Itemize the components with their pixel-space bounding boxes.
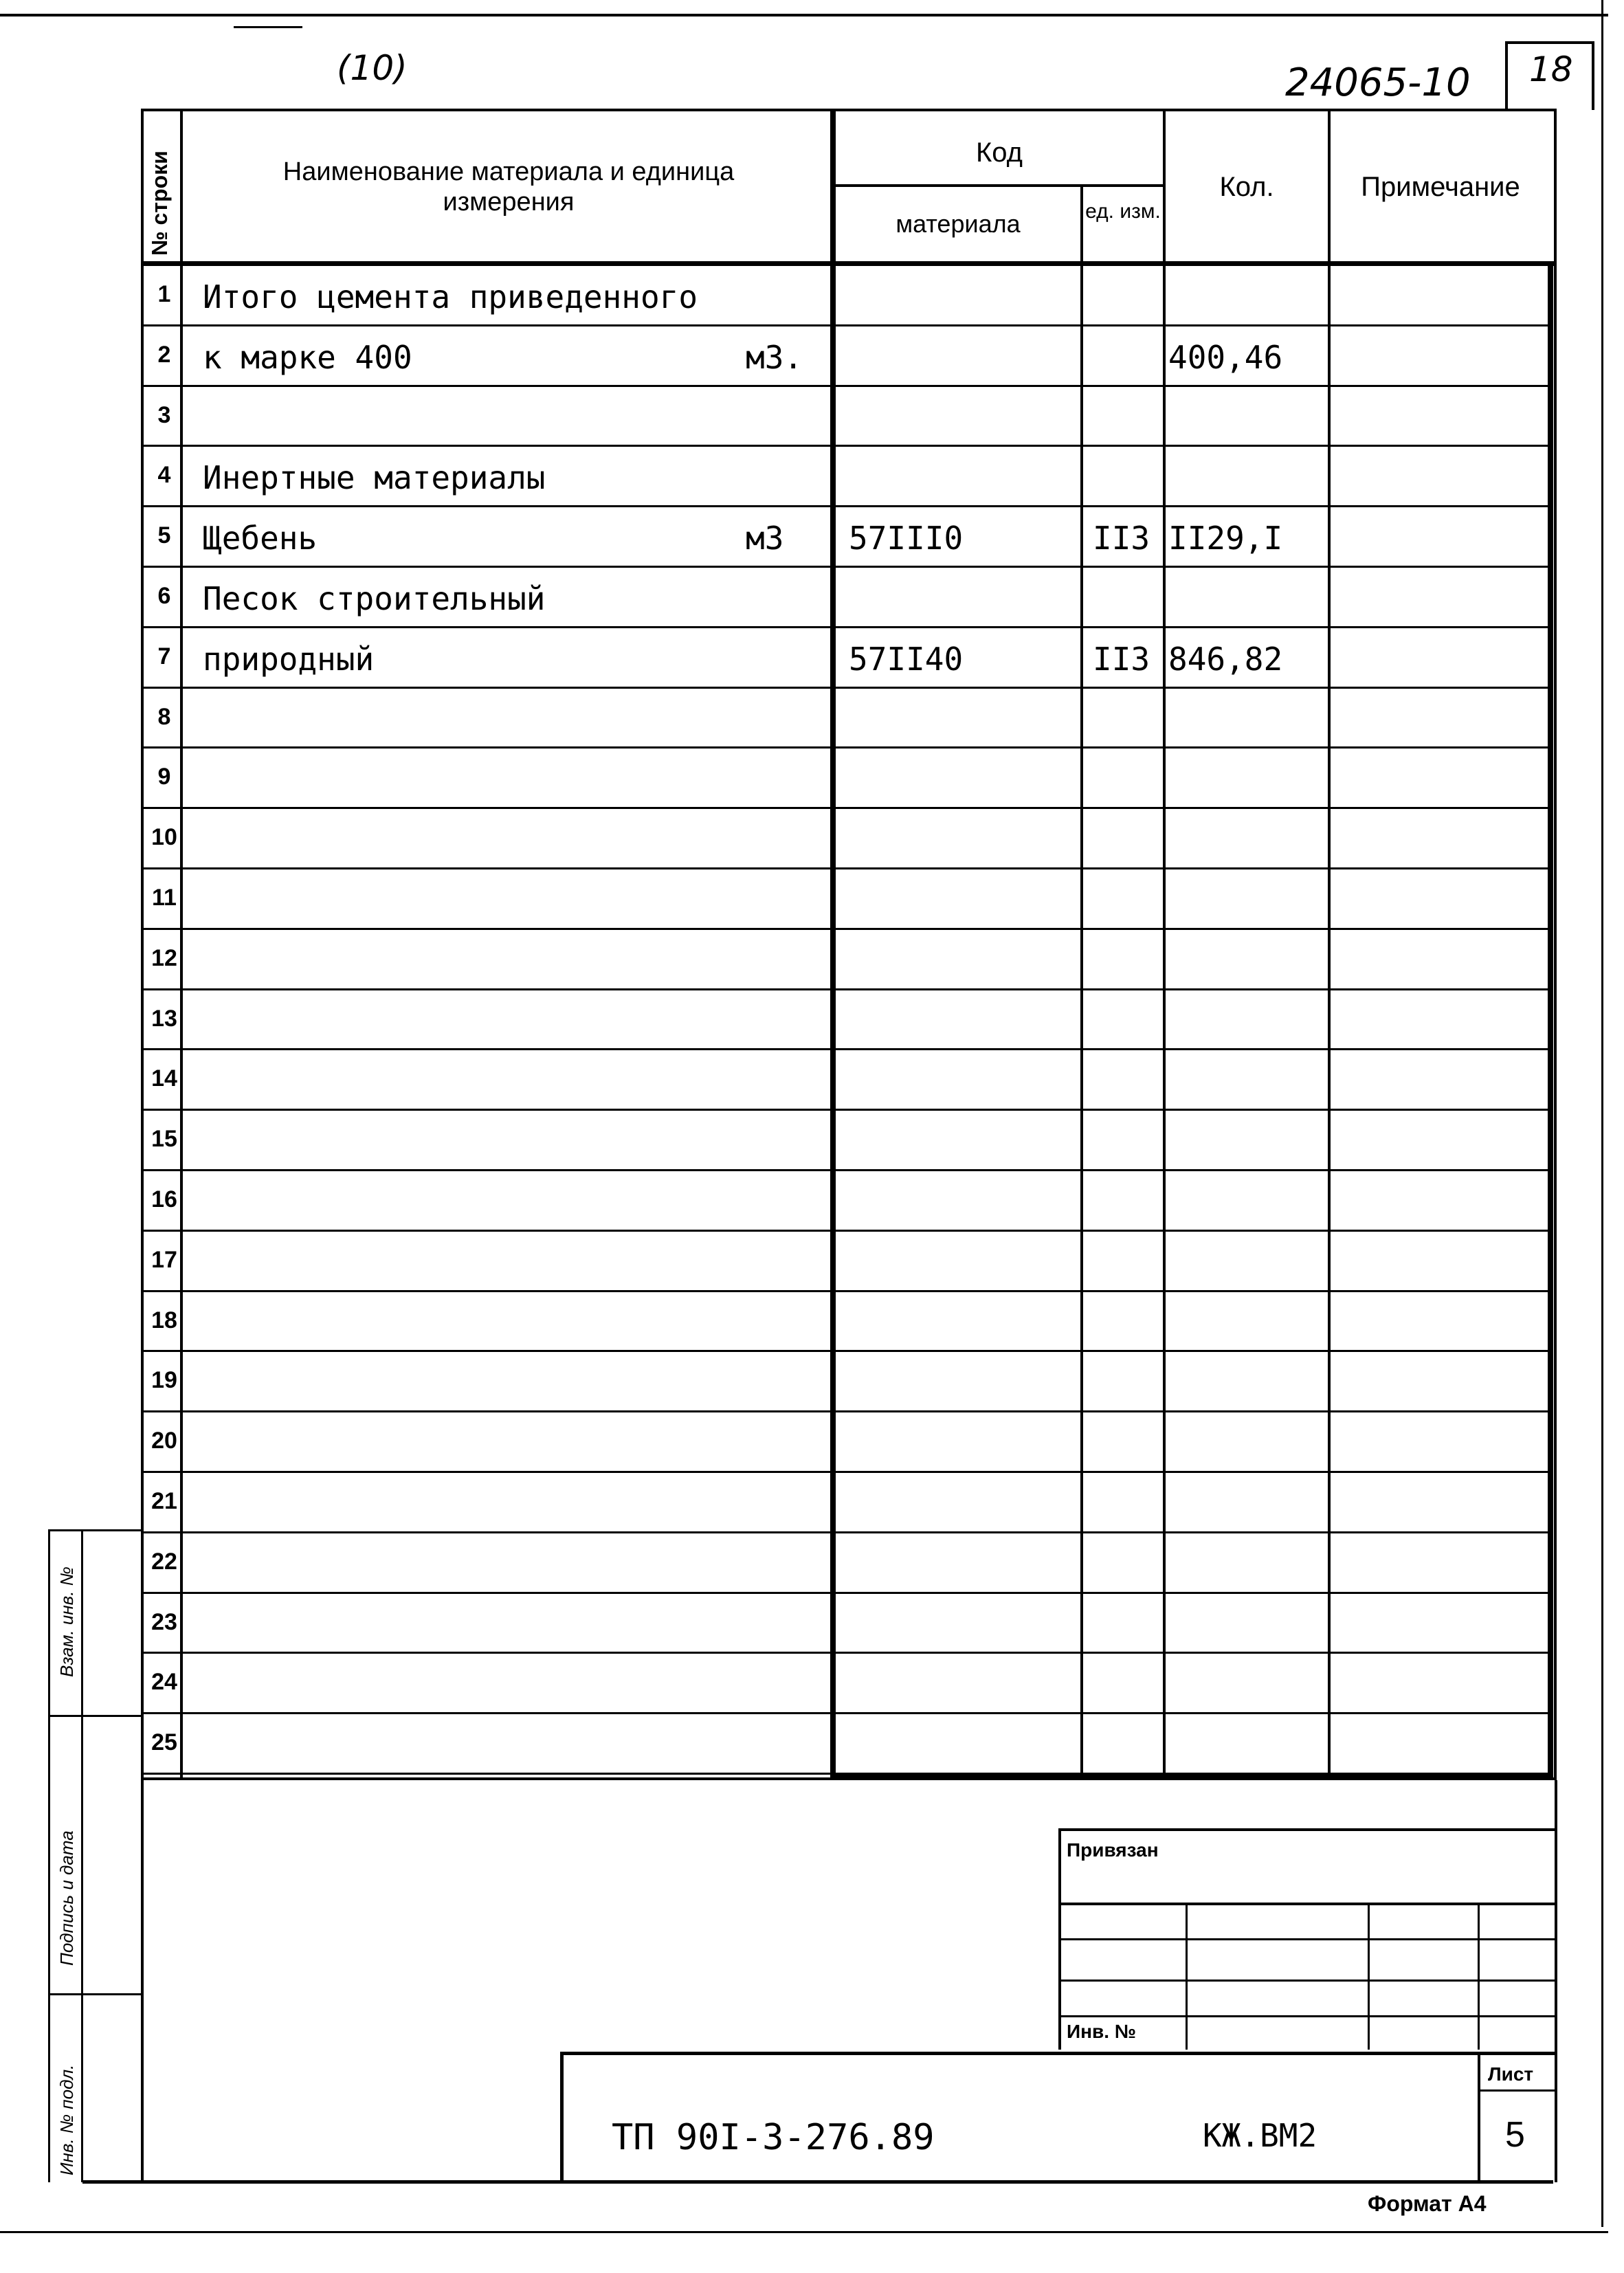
bottom-frame-left xyxy=(141,1780,144,2182)
code-group-divider xyxy=(833,184,1164,187)
format-label: Формат А4 xyxy=(1368,2191,1487,2216)
bound-line-1 xyxy=(1058,1903,1555,1905)
row-number: 1 xyxy=(157,281,171,307)
side-label-inv-podl: Инв. № подл. xyxy=(56,2064,77,2175)
row-separator xyxy=(141,988,1553,990)
row-number: 14 xyxy=(151,1065,177,1092)
header-note: Примечание xyxy=(1361,172,1520,202)
row-separator xyxy=(141,1592,1553,1594)
row-separator xyxy=(141,566,1553,568)
row-number: 11 xyxy=(152,885,177,911)
row-number: 9 xyxy=(157,764,171,790)
col-line-note-right xyxy=(1548,261,1553,1780)
col-line-qty xyxy=(1328,109,1331,1780)
row-material-name: к марке 400 xyxy=(203,338,412,376)
inv-label: Инв. № xyxy=(1067,2021,1137,2042)
row-separator xyxy=(141,746,1553,749)
row-unit: м3 xyxy=(746,520,784,557)
row-separator xyxy=(141,1712,1553,1714)
row-number: 24 xyxy=(151,1669,177,1696)
row-number: 4 xyxy=(157,462,171,489)
col-line-unit xyxy=(1163,109,1166,1780)
bottom-frame-bottom xyxy=(82,2180,1553,2184)
row-separator xyxy=(141,1230,1553,1232)
col-line-name xyxy=(830,109,836,1780)
row-separator xyxy=(141,1169,1553,1171)
row-quantity: II29,I xyxy=(1168,520,1283,557)
top-edge-line xyxy=(0,14,1608,16)
section-code: КЖ.ВМ2 xyxy=(1203,2117,1317,2154)
row-separator xyxy=(141,1471,1553,1473)
header-bottom-line xyxy=(141,261,1557,266)
side-stamp-sep-1 xyxy=(48,1715,141,1717)
side-stamp-sep-2 xyxy=(48,1993,141,1995)
row-unit-code: II3 xyxy=(1093,640,1150,678)
row-number: 5 xyxy=(157,522,171,549)
row-material-name: Щебень xyxy=(203,520,318,557)
row-number: 21 xyxy=(151,1488,177,1514)
bound-col-2 xyxy=(1368,1903,1370,2050)
bound-label: Привязан xyxy=(1067,1839,1159,1861)
row-quantity: 400,46 xyxy=(1168,338,1283,376)
row-material-code: 57II40 xyxy=(849,640,964,678)
row-number: 10 xyxy=(151,824,177,851)
header-code: Код xyxy=(975,137,1023,168)
sheet-number: 5 xyxy=(1505,2115,1525,2155)
row-number: 15 xyxy=(151,1126,177,1153)
row-quantity: 846,82 xyxy=(1168,640,1283,678)
row-separator xyxy=(141,1773,1553,1775)
row-separator xyxy=(141,1350,1553,1352)
row-separator xyxy=(141,324,1553,326)
row-number: 13 xyxy=(151,1005,177,1032)
row-separator xyxy=(141,385,1553,387)
sheet-col-left xyxy=(1478,2052,1480,2182)
row-number: 3 xyxy=(157,401,171,428)
doc-code: ТП 90I-3-276.89 xyxy=(612,2117,935,2158)
row-separator xyxy=(141,928,1553,930)
row-material-name: природный xyxy=(203,640,375,678)
row-number: 25 xyxy=(151,1729,177,1756)
doc-number: 24065-10 xyxy=(1285,60,1471,105)
row-separator xyxy=(141,1290,1553,1292)
col-line-code xyxy=(1080,186,1083,1780)
row-number: 8 xyxy=(157,703,171,730)
row-separator xyxy=(141,445,1553,447)
row-number: 19 xyxy=(151,1367,177,1394)
top-edge-line-2 xyxy=(234,26,302,28)
sheet-label-line xyxy=(1478,2089,1555,2092)
row-material-code: 57III0 xyxy=(849,520,964,557)
page-number: 18 xyxy=(1529,49,1573,89)
row-number: 23 xyxy=(151,1608,177,1635)
row-number: 22 xyxy=(151,1548,177,1575)
row-separator xyxy=(141,687,1553,689)
row-number: 6 xyxy=(157,583,171,609)
bound-col-1 xyxy=(1186,1903,1188,2050)
header-name: Наименование материала и единица измерения xyxy=(282,157,735,217)
row-separator xyxy=(141,1652,1553,1654)
row-separator xyxy=(141,867,1553,869)
header-row-no: № строки xyxy=(147,151,172,256)
row-separator xyxy=(141,1048,1553,1050)
row-separator xyxy=(141,1109,1553,1111)
row-separator xyxy=(141,505,1553,507)
title-block-top xyxy=(560,2052,1555,2055)
title-block-left xyxy=(560,2052,564,2182)
header-code-material: материала xyxy=(896,210,1021,238)
right-edge-line xyxy=(1601,0,1603,2227)
header-code-unit: ед. изм. xyxy=(1085,200,1161,223)
row-number: 18 xyxy=(151,1307,177,1333)
row-separator xyxy=(141,626,1553,628)
side-label-signature: Подпись и дата xyxy=(56,1830,77,1966)
top-left-mark: (10) xyxy=(337,48,408,88)
side-label-vzam: Взам. инв. № xyxy=(56,1566,77,1677)
sheet-label: Лист xyxy=(1488,2063,1534,2085)
row-number: 7 xyxy=(157,643,171,669)
row-unit-code: II3 xyxy=(1093,520,1150,557)
row-material-name: Инертные материалы xyxy=(203,459,546,497)
bound-line-4 xyxy=(1058,2015,1555,2017)
row-number: 17 xyxy=(151,1246,177,1273)
row-number: 20 xyxy=(151,1428,177,1454)
data-bottom-line xyxy=(830,1775,1552,1780)
side-stamp-divider xyxy=(81,1529,83,2182)
header-quantity: Кол. xyxy=(1219,172,1274,202)
row-material-name: Итого цемента приведенного xyxy=(203,278,698,315)
row-number: 2 xyxy=(157,341,171,368)
row-number: 12 xyxy=(151,944,177,971)
bottom-frame-right xyxy=(1555,1780,1557,2182)
row-material-name: Песок строительный xyxy=(203,580,546,617)
bottom-edge-line xyxy=(0,2231,1608,2233)
row-number: 16 xyxy=(151,1186,177,1212)
row-separator xyxy=(141,1531,1553,1533)
bound-col-3 xyxy=(1478,1903,1480,2050)
row-unit: м3. xyxy=(746,338,803,376)
bound-line-2 xyxy=(1058,1938,1555,1940)
row-separator xyxy=(141,1410,1553,1412)
row-separator xyxy=(141,807,1553,809)
bound-line-3 xyxy=(1058,1980,1555,1982)
